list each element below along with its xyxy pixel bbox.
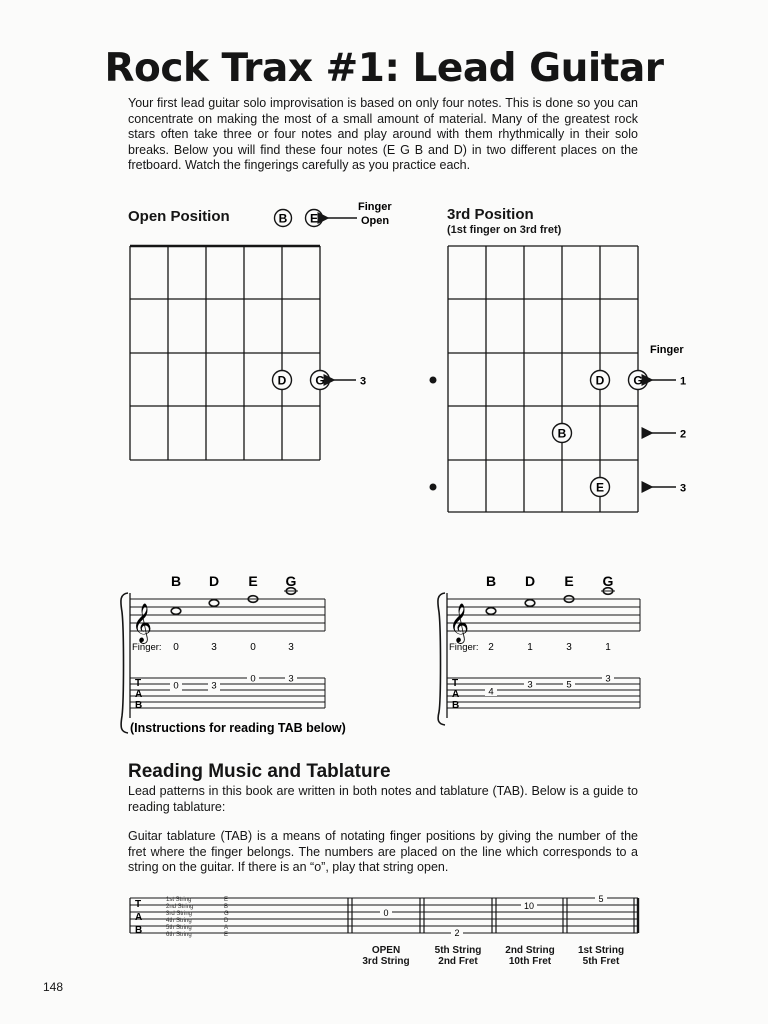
intro-paragraph: Your first lead guitar solo improvisation is based on only four notes. This is done so you can concentrate on making the most of a small amount of material. Many of the greatest rock stars often take three or four notes and play around with them rhythmically in their solo breaks. Below you will find these four notes (E G B and D) in two different places on the fretboard. Watch the fingerings carefully as you practice each. [128, 96, 638, 173]
right-finger-0: 2 [488, 642, 494, 653]
left-finger-3: 3 [288, 642, 294, 653]
right-tab-num-0: 4 [488, 686, 494, 698]
left-staff-note-b [171, 608, 181, 615]
example-caption-1 [346, 945, 426, 967]
left-tab-num-0: 0 [173, 680, 179, 692]
guide-tab-letter-b: B [135, 925, 143, 936]
third-dot-b-label: B [557, 426, 567, 441]
string-note-5: A [224, 925, 229, 931]
right-tab-letter-b: B [452, 700, 460, 711]
left-finger-2: 0 [250, 642, 256, 653]
example-caption-3-line1: 2nd String [505, 945, 555, 956]
right-tab-num-2: 5 [566, 679, 572, 691]
tab-instructions-note: (Instructions for reading TAB below) [130, 721, 346, 735]
left-staff-note-d [209, 600, 219, 607]
left-tab-num-2: 0 [250, 673, 256, 685]
example-number-2: 2 [454, 928, 460, 938]
guide-tab-letter-a: A [135, 912, 143, 923]
right-treble-clef: 𝄞 [449, 604, 470, 642]
right-note-name-b: B [485, 573, 497, 589]
example-caption-2-line2: 2nd Fret [438, 956, 478, 967]
example-caption-4-line2: 5th Fret [582, 956, 620, 967]
example-caption-1-line2: 3rd String [362, 956, 410, 967]
page-title: Rock Trax #1: Lead Guitar [104, 46, 664, 91]
open-position-grid [130, 246, 320, 460]
left-treble-clef: 𝄞 [132, 604, 153, 642]
example-caption-4 [561, 945, 641, 967]
open-legend [275, 201, 393, 227]
string-label-1: 1st String [166, 897, 192, 903]
third-position-heading: 3rd Position [447, 206, 534, 223]
fret-marker-dot-2 [430, 484, 437, 491]
right-notation-system [438, 573, 640, 725]
guide-tab-letter-t: T [135, 899, 142, 910]
legend-e-label: E [309, 211, 319, 226]
legend-b-label: B [278, 211, 288, 226]
right-finger-2: 3 [566, 642, 572, 653]
finger-number-1: 1 [680, 375, 687, 388]
reading-paragraph-1: Lead patterns in this book are written in both notes and tablature (TAB). Below is a guide to reading tablature: [128, 784, 638, 814]
string-label-4: 4th String [166, 918, 192, 924]
page-number: 148 [43, 980, 64, 994]
legend-finger-label: Finger [358, 201, 392, 213]
right-finger-3: 1 [605, 642, 611, 653]
open-dot-d-label: D [277, 373, 287, 388]
third-finger-label: Finger [650, 344, 684, 356]
string-label-5: 5th String [166, 925, 192, 931]
right-tab-letter-a: A [452, 689, 460, 700]
finger-number-3: 3 [680, 482, 687, 495]
fret-marker-dot-1 [430, 377, 437, 384]
third-position-subheading: (1st finger on 3rd fret) [447, 224, 562, 236]
left-tab-letter-a: A [135, 689, 143, 700]
right-finger-1: 1 [527, 642, 533, 653]
right-staff-note-d [525, 600, 535, 607]
string-note-3: G [224, 911, 229, 917]
string-label-2: 2nd String [166, 904, 194, 910]
left-notation-system [121, 573, 325, 733]
third-position-dots [553, 371, 687, 497]
left-note-name-g: G [285, 573, 297, 589]
third-dot-g-label: G [633, 373, 643, 388]
left-note-name-d: D [208, 573, 220, 589]
left-system-brace [121, 593, 128, 733]
left-finger-label: Finger: [132, 642, 162, 653]
open-finger-number: 3 [360, 375, 367, 388]
finger-number-2: 2 [680, 428, 687, 441]
third-dot-e-label: E [595, 480, 605, 495]
example-caption-3 [490, 945, 570, 967]
right-staff-note-b [486, 608, 496, 615]
left-tab-letter-t: T [135, 678, 142, 689]
reading-paragraph-2: Guitar tablature (TAB) is a means of notating finger positions by giving the number of the fret where the finger belongs. The numbers are placed on the line which corresponds to a string on the guitar. If there is an “o”, play that string open. [128, 829, 638, 875]
right-note-name-g: G [602, 573, 614, 589]
right-note-name-d: D [524, 573, 536, 589]
right-tab-letter-t: T [452, 678, 459, 689]
open-position-dots [273, 371, 367, 390]
left-tab-letter-b: B [135, 700, 143, 711]
example-caption-3-line2: 10th Fret [508, 956, 552, 967]
right-tab-num-3: 3 [605, 673, 611, 685]
string-label-6: 6th String [166, 932, 192, 938]
string-note-6: E [224, 932, 229, 938]
right-note-name-e: E [564, 573, 574, 589]
example-caption-1-line1: OPEN [371, 945, 401, 956]
string-note-4: D [224, 918, 229, 924]
example-number-4: 5 [598, 894, 604, 904]
third-dot-d-label: D [595, 373, 605, 388]
example-caption-2-line1: 5th String [434, 945, 482, 956]
left-tab-num-1: 3 [211, 680, 217, 692]
example-number-3: 10 [523, 901, 535, 911]
legend-open-label: Open [361, 215, 390, 227]
open-dot-g-label: G [315, 373, 325, 388]
example-caption-2 [418, 945, 498, 967]
reading-heading: Reading Music and Tablature [128, 761, 391, 782]
left-finger-0: 0 [173, 642, 179, 653]
left-tab-num-3: 3 [288, 673, 294, 685]
left-finger-1: 3 [211, 642, 217, 653]
left-note-name-b: B [170, 573, 182, 589]
example-caption-4-line1: 1st String [577, 945, 625, 956]
right-system-brace [438, 593, 445, 725]
string-note-1: E [224, 897, 229, 903]
right-tab-num-1: 3 [527, 679, 533, 691]
string-label-3: 3rd String [166, 911, 193, 917]
string-note-2: B [224, 904, 229, 910]
left-note-name-e: E [248, 573, 258, 589]
open-position-heading: Open Position [128, 208, 230, 225]
example-number-1: 0 [383, 908, 389, 918]
right-finger-label: Finger: [449, 642, 479, 653]
